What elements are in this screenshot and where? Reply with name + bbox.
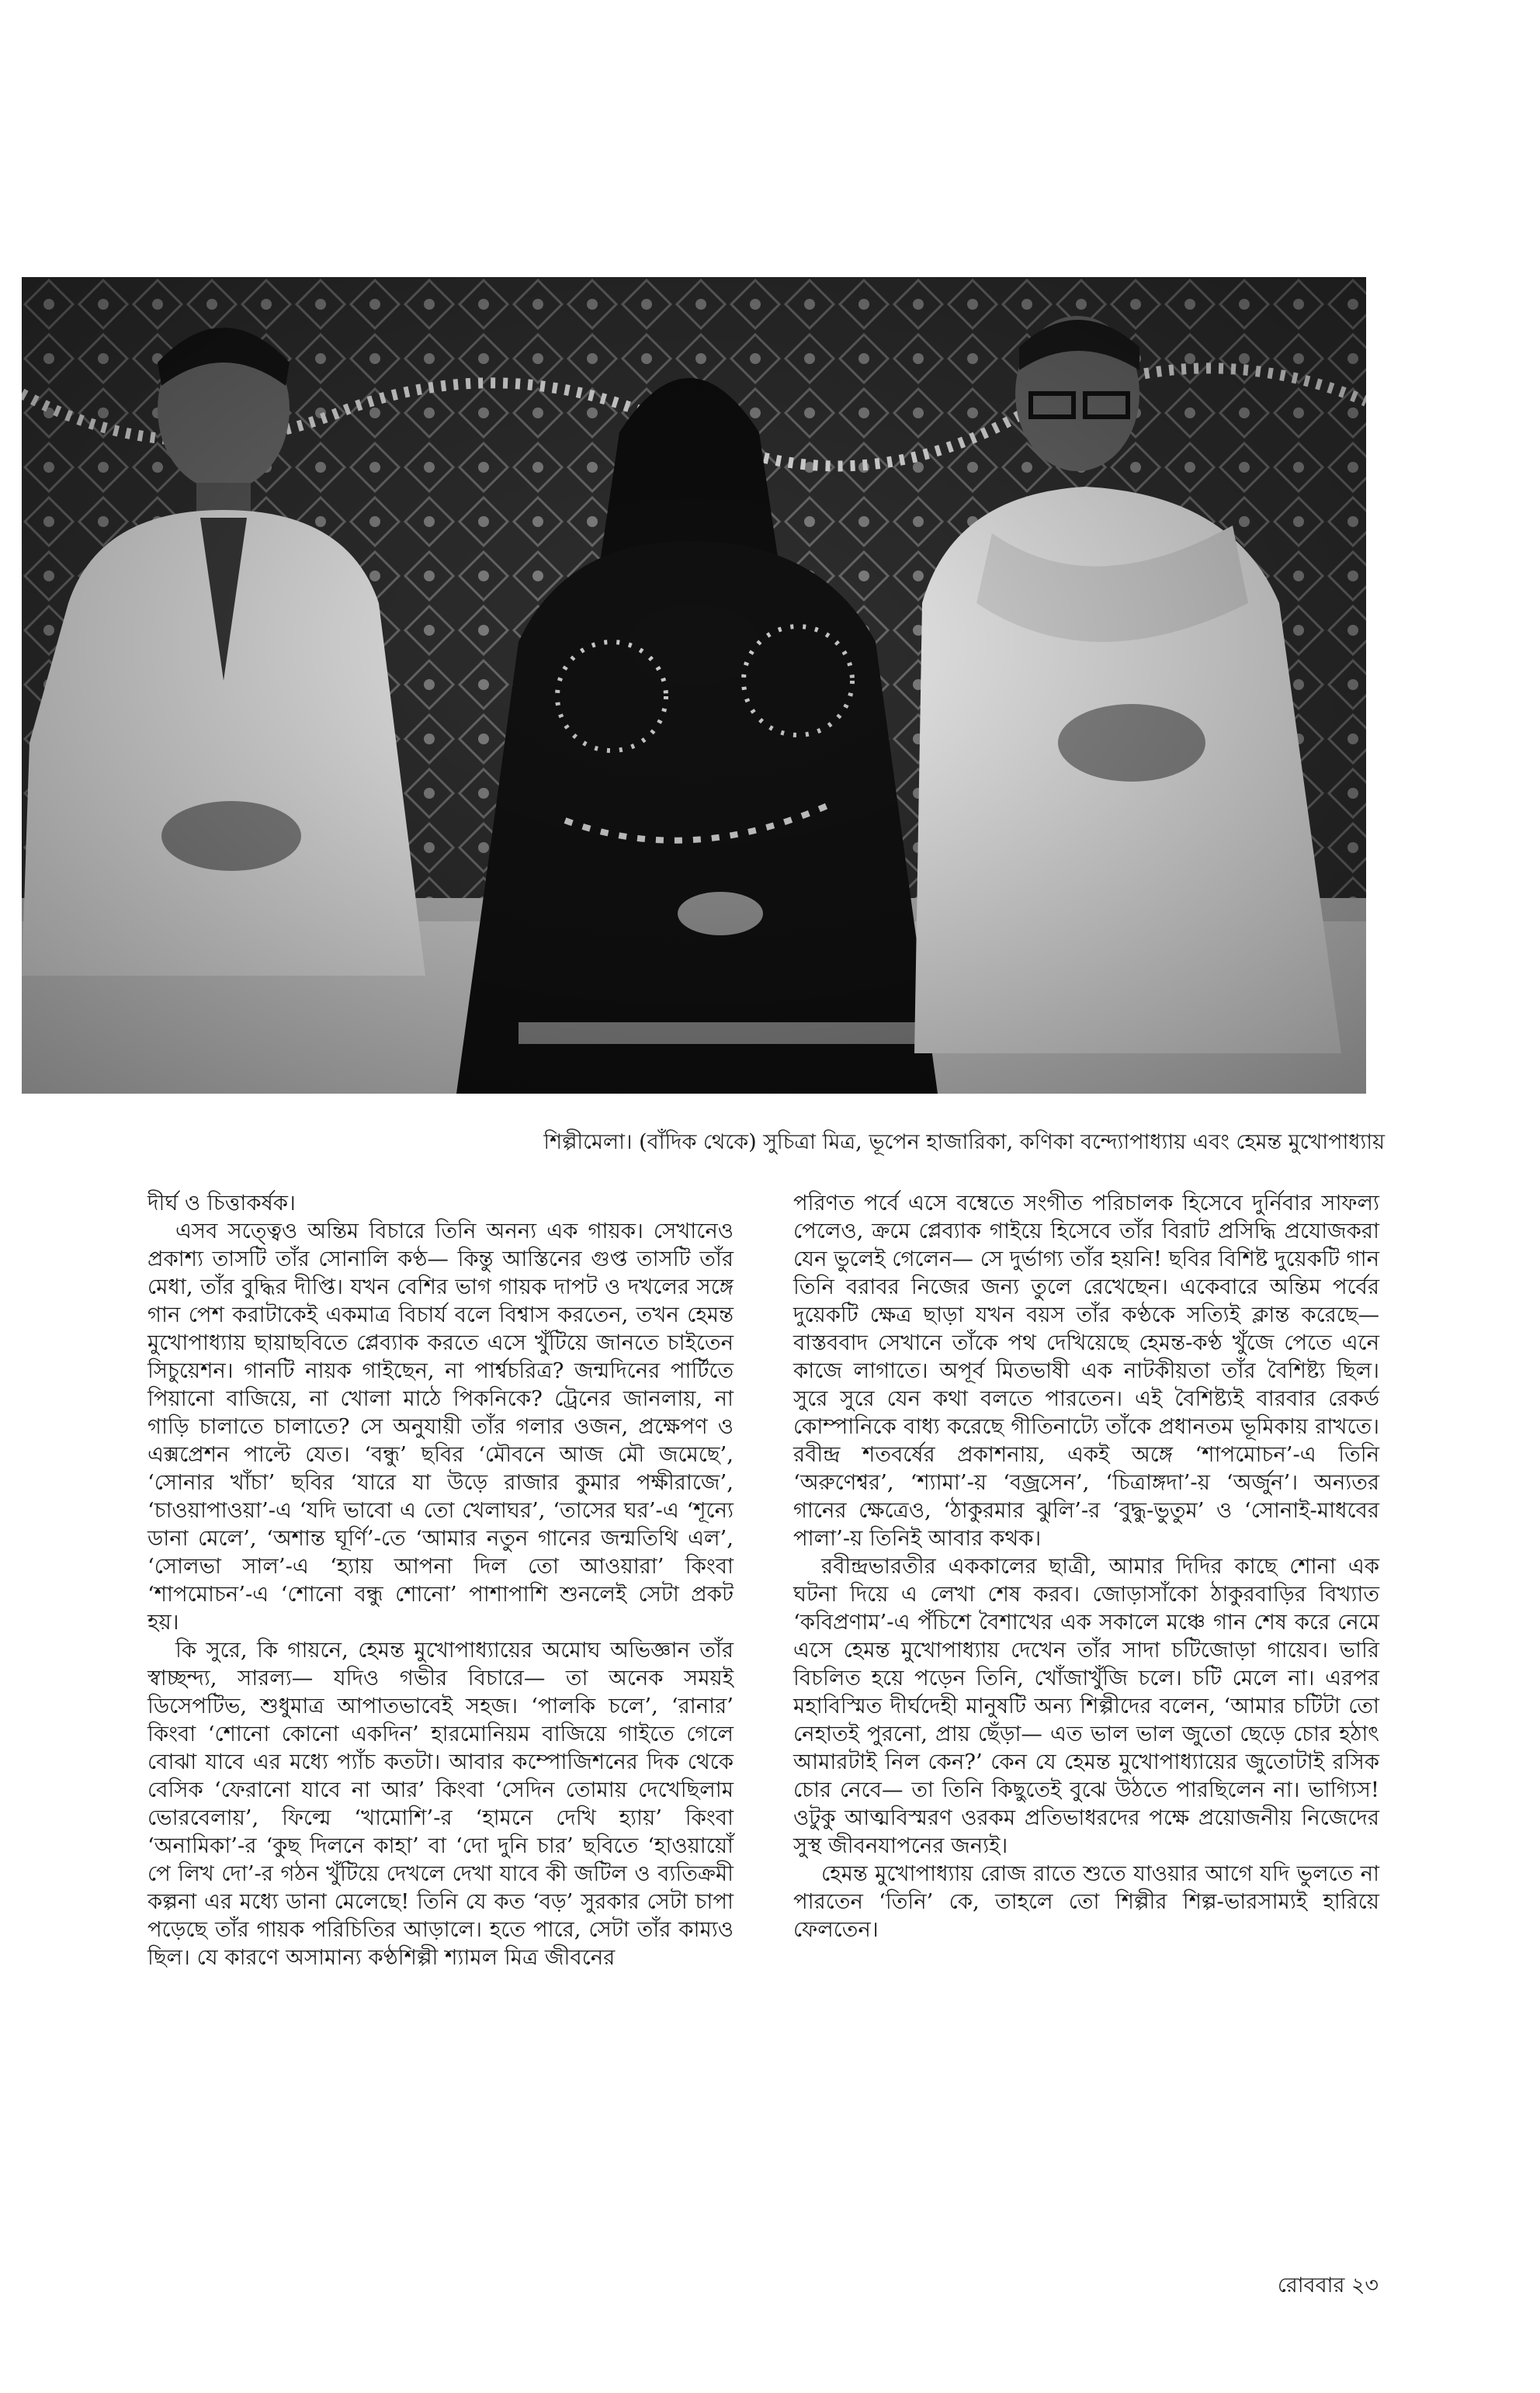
paragraph: রবীন্দ্রভারতীর এককালের ছাত্রী, আমার দিদির কাছে শোনা এক ঘটনা দিয়ে এ লেখা শেষ করব। জোড়াসাঁকো ঠাকুরবাড়ির বিখ্যাত ‘কবিপ্রণাম’-এ পঁচিশে বৈশাখের এক সকালে মঞ্চে গান শেষ করে নেমে এসে হেমন্ত মুখোপাধ্যায় দেখেন তাঁর সাদা চটিজোড়া গায়েব। ভারি বিচলিত হয়ে পড়েন তিনি, খোঁজাখুঁজি চলে। চটি মেলে না। এরপর মহাবিস্মিত দীর্ঘদেহী মানুষটি অন্য শিল্পীদের বলেন, ‘আমার চটিটা তো নেহাতই পুরনো, প্রায় ছেঁড়া— এত ভাল ভাল জুতো ছেড়ে চোর হঠাৎ আমারটাই নিল কেন?’ কেন যে হেমন্ত মুখোপাধ্যায়ের জুতোটাই রসিক চোর নেবে— তা তিনি কিছুতেই বুঝে উঠতে পারছিলেন না। ভাগ্যিস! ওটুকু আত্মবিস্মরণ ওরকম প্রতিভাধরদের পক্ষে প্রয়োজনীয় নিজেদের সুস্থ জীবনযাপনের জন্যই। — [793, 1554, 1379, 1858]
page-folio: রোববার ২৩ — [1277, 2273, 1379, 2298]
text-column-left — [147, 1189, 734, 1972]
paragraph: কি সুরে, কি গায়নে, হেমন্ত মুখোপাধ্যায়ের অমোঘ অভিজ্ঞান তাঁর স্বাচ্ছন্দ্য, সারল্য— যদিও গভীর বিচারে— তা অনেক সময়ই ডিসেপটিভ, শুধুমাত্র আপাতভাবেই সহজ। ‘পালকি চলে’, ‘রানার’ কিংবা ‘শোনো কোনো একদিন’ হারমোনিয়ম বাজিয়ে গাইতে গেলে বোঝা যাবে এর মধ্যে প্যাঁচ কতটা। আবার কম্পোজিশনের দিক থেকে বেসিক ‘ফেরানো যাবে না আর’ কিংবা ‘সেদিন তোমায় দেখেছিলাম ভোরবেলায়’, ফিল্মে ‘খামোশি’-র ‘হামনে দেখি হ্যায়’ কিংবা ‘অনামিকা’-র ‘কুছ দিলনে কাহা’ বা ‘দো দুনি চার’ ছবিতে ‘হাওয়ায়োঁ পে লিখ দো’-র গঠন খুঁটিয়ে দেখলে দেখা যাবে কী জটিল ও ব্যতিক্রমী কল্পনা এর মধ্যে ডানা মেলেছে! তিনি যে কত ‘বড়’ সুরকার সেটা চাপা পড়েছে তাঁর গায়ক পরিচিতির আড়ালে। হতে পারে, সেটা তাঁর কাম্যও ছিল। যে কারণে অসামান্য কণ্ঠশিল্পী শ্যামল মিত্র জীবনের — [147, 1638, 734, 1970]
paragraph: পরিণত পর্বে এসে বম্বেতে সংগীত পরিচালক হিসেবে দুর্নিবার সাফল্য পেলেও, ক্রমে প্লেব্যাক গাইয়ে হিসেবে তাঁর বিরাট প্রসিদ্ধি প্রযোজকরা যেন ভুলেই গেলেন— সে দুর্ভাগ্য তাঁর হয়নি! ছবির বিশিষ্ট দুয়েকটি গান তিনি বরাবর নিজের জন্য তুলে রেখেছেন। একেবারে অন্তিম পর্বের দুয়েকটি ক্ষেত্র ছাড়া যখন বয়স তাঁর কণ্ঠকে সত্যিই ক্লান্ত করেছে— বাস্তববাদ সেখানে তাঁকে পথ দেখিয়েছে হেমন্ত-কণ্ঠ খুঁজে পেতে এনে কাজে লাগাতে। অপূর্ব মিতভাষী এক নাটকীয়তা তাঁর বৈশিষ্ট্য ছিল। সুরে সুরে যেন কথা বলতে পারতেন। এই বৈশিষ্ট্যই বারবার রেকর্ড কোম্পানিকে বাধ্য করেছে গীতিনাট্যে তাঁকে প্রধানতম ভূমিকায় রাখতে। রবীন্দ্র শতবর্ষের প্রকাশনায়, একই অঙ্গে ‘শাপমোচন’-এ তিনি ‘অরুণেশ্বর’, ‘শ্যামা’-য় ‘বজ্রসেন’, ‘চিত্রাঙ্গদা’-য় ‘অর্জুন’। অন্যতর গানের ক্ষেত্রেও, ‘ঠাকুরমার ঝুলি’-র ‘বুদ্ধু-ভুতুম’ ও ‘সোনাই-মাধবের পালা’-য় তিনিই আবার কথক। — [793, 1191, 1379, 1551]
paragraph: হেমন্ত মুখোপাধ্যায় রোজ রাতে শুতে যাওয়ার আগে যদি ভুলতে না পারতেন ‘তিনি’ কে, তাহলে তো শিল্পীর শিল্প-ভারসাম্যই হারিয়ে ফেলতেন। — [793, 1861, 1379, 1942]
photo-illustration — [22, 277, 1366, 1094]
text-column-right — [793, 1189, 1379, 1944]
stage-photo — [22, 277, 1366, 1094]
photo-caption: শিল্পীমেলা। (বাঁদিক থেকে) সুচিত্রা মিত্র, ভূপেন হাজারিকা, কণিকা বন্দ্যোপাধ্যায় এবং হেমন্ত মুখোপাধ্যায় — [543, 1130, 1385, 1154]
paragraph: এসব সত্ত্বেও অন্তিম বিচারে তিনি অনন্য এক গায়ক। সেখানেও প্রকাশ্য তাসটি তাঁর সোনালি কণ্ঠ— কিন্তু আস্তিনের গুপ্ত তাসটি তাঁর মেধা, তাঁর বুদ্ধির দীপ্তি। যখন বেশির ভাগ গায়ক দাপট ও দখলের সঙ্গে গান পেশ করাটাকেই একমাত্র বিচার্য বলে বিশ্বাস করতেন, তখন হেমন্ত মুখোপাধ্যায় ছায়াছবিতে প্লেব্যাক করতে এসে খুঁটিয়ে জানতে চাইতেন সিচুয়েশন। গানটি নায়ক গাইছেন, না পার্শ্বচরিত্র? জন্মদিনের পার্টিতে পিয়ানো বাজিয়ে, না খোলা মাঠে পিকনিকে? ট্রেনের জানলায়, না গাড়ি চালাতে চালাতে? সে অনুযায়ী তাঁর গলার ওজন, প্রক্ষেপণ ও এক্সপ্রেশন পাল্টে যেত। ‘বন্ধু’ ছবির ‘মৌবনে আজ মৌ জমেছে’, ‘সোনার খাঁচা’ ছবির ‘যারে যা উড়ে রাজার কুমার পক্ষীরাজে’, ‘চাওয়াপাওয়া’-এ ‘যদি ভাবো এ তো খেলাঘর’, ‘তাসের ঘর’-এ ‘শূন্যে ডানা মেলে’, ‘অশান্ত ঘূর্ণি’-তে ‘আমার নতুন গানের জন্মতিথি এল’, ‘সোলভা সাল’-এ ‘হ্যায় আপনা দিল তো আওয়ারা’ কিংবা ‘শাপমোচন’-এ ‘শোনো বন্ধু শোনো’ পাশাপাশি শুনলেই সেটা প্রকট হয়। — [147, 1219, 734, 1635]
paragraph: দীর্ঘ ও চিত্তাকর্ষক। — [147, 1191, 296, 1216]
